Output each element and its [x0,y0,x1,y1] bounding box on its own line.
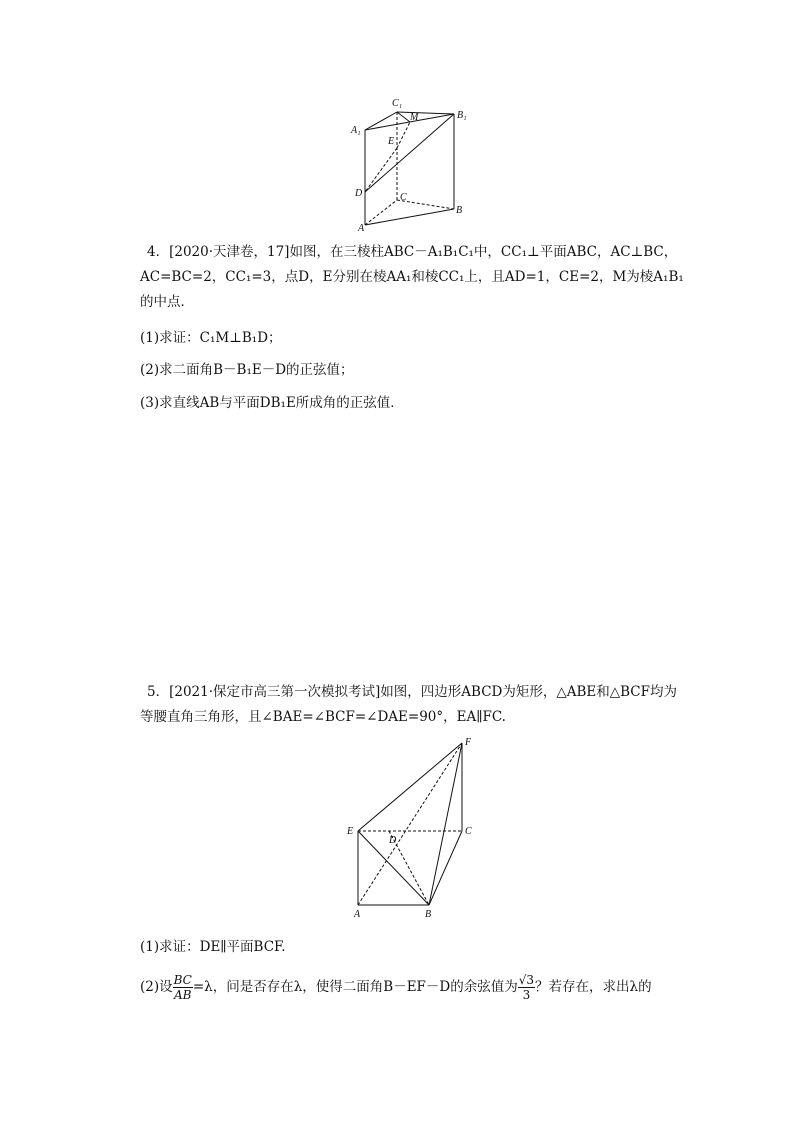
problem4-statement: 4．[2020·天津卷，17]如图，在三棱柱ABC－A₁B₁C₁中，CC₁⊥平面ABC，AC⊥BC，AC=BC=2，CC₁=3，点D，E分别在棱AA₁和棱CC₁上，且AD=1，CE=2，M为棱A₁B₁的中点． [140,244,684,310]
sqrt-denominator: 3 [522,988,531,1002]
label-A1: A₁ [351,125,361,136]
ratio-fraction [173,973,193,1002]
label-D: D [389,835,397,846]
label-A: A [354,909,361,920]
label-A: A [358,223,365,234]
label-C1: C₁ [392,98,403,109]
q2-suffix: ？若存在，求出λ的 [535,979,652,995]
problem4-question3: (3)求直线AB与平面DB₁E所成角的正弦值． [140,395,404,411]
label-D: D [355,188,363,199]
label-F: F [465,737,472,748]
problem5-statement: 5．[2021·保定市高三第一次模拟考试]如图，四边形ABCD为矩形，△ABE和△BCF均为等腰直角三角形，且∠BAE=∠BCF=∠DAE=90°，EA∥FC. [140,684,677,725]
fraction-denominator: AB [174,988,192,1002]
label-M: M [410,112,419,123]
label-B: B [456,205,463,216]
polyhedron-diagram [345,733,480,923]
prism-diagram [350,92,480,237]
q2-prefix: (2)设 [140,979,173,995]
label-E: E [347,826,354,837]
fraction-numerator: BC [173,973,192,987]
sqrt-numerator: √3 [518,973,535,987]
problem4-question2: (2)求二面角B－B₁E－D的正弦值； [140,362,354,378]
label-B: B [425,909,432,920]
label-E: E [388,136,395,147]
label-B1: B₁ [457,110,467,121]
problem5-question1: (1)求证：DE∥平面BCF. [140,939,286,955]
problem5-question2 [140,970,652,1004]
pyramid-figure [345,733,480,923]
label-C: C [465,826,472,837]
prism-figure [350,92,480,237]
cosine-fraction [518,973,535,1002]
label-C: C [400,192,407,203]
q2-middle: =λ，问是否存在λ，使得二面角B－EF－D的余弦值为 [192,979,518,995]
problem4-question1: (1)求证：C₁M⊥B₁D； [140,330,282,346]
